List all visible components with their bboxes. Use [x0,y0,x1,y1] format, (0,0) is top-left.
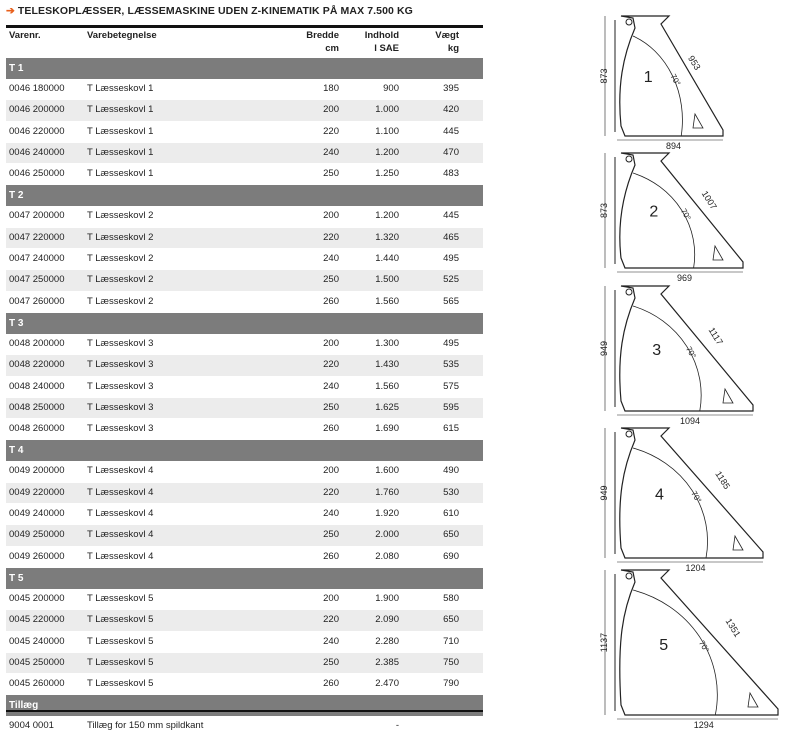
bucket-diagrams [585,8,790,738]
cell-bredde: 250 [323,529,339,541]
cell-bredde: 250 [323,274,339,286]
table-row [6,419,483,440]
angle-value: 70° [697,639,711,654]
cell-varebetegnelse: T Læsseskovl 4 [87,508,154,520]
cell-vaegt: 710 [443,635,459,647]
cell-vaegt: 790 [443,678,459,690]
col-vaegt-unit: kg [447,43,459,54]
cell-vaegt: 395 [443,83,459,94]
cell-vaegt: 483 [443,168,459,180]
cell-indhold: 2.470 [375,678,399,690]
cell-indhold: 1.000 [375,104,399,116]
group-header: T 5 [6,568,483,589]
bucket-number: 2 [649,203,659,221]
cell-indhold: 1.200 [375,210,399,222]
cell-bredde: 250 [323,168,339,180]
cell-vaegt: 615 [443,423,459,435]
height-value: 949 [599,485,609,501]
col-indhold: Indhold [364,30,399,41]
cell-varebetegnelse: T Læsseskovl 1 [87,168,154,180]
width-value: 969 [676,273,693,283]
cell-varenr: 0046 200000 [9,104,65,116]
bucket-number: 1 [643,69,653,86]
col-indhold-unit: l SAE [374,43,399,54]
cell-varenr: 0048 250000 [9,401,65,413]
cell-vaegt: 530 [443,486,459,498]
cell-varebetegnelse: T Læsseskovl 5 [87,678,154,690]
table-row [6,610,483,631]
cell-bredde: 200 [323,337,339,349]
cell-vaegt: 490 [443,465,459,477]
cell-vaegt: 445 [443,210,459,222]
cell-varebetegnelse: T Læsseskovl 2 [87,210,154,222]
cell-indhold: 1.250 [375,168,399,180]
cell-varenr: 0048 220000 [9,359,65,371]
cell-varebetegnelse: T Læsseskovl 3 [87,423,154,435]
cell-varenr: 0047 260000 [9,295,65,307]
cutting-edge [733,536,743,550]
table-row [6,653,483,674]
group-header: T 3 [6,313,483,334]
cell-bredde: 260 [323,295,339,307]
hinge-icon [626,156,632,162]
cell-bredde: 240 [323,635,339,647]
diagonal-value: 1117 [706,325,725,347]
cell-varenr: 0046 250000 [9,168,65,180]
cell-varebetegnelse: T Læsseskovl 2 [87,274,154,286]
cell-indhold: 1.690 [375,423,399,435]
table-bottom-rule [6,710,483,712]
cell-vaegt: 445 [443,125,459,137]
cell-varenr: 0047 250000 [9,274,65,286]
cell-indhold: 2.000 [375,529,399,541]
cell-vaegt: 690 [443,550,459,562]
cell-indhold: 1.920 [375,508,399,520]
cell-varebetegnelse: T Læsseskovl 2 [87,295,154,307]
cell-varenr: 0045 240000 [9,635,65,647]
cell-varebetegnelse: T Læsseskovl 1 [87,83,154,94]
col-vaegt: Vægt [435,30,459,41]
cell-bredde: 200 [323,465,339,477]
cell-indhold: 1.500 [375,274,399,286]
cell-varenr: 9004 0001 [9,720,54,732]
cell-varebetegnelse: T Læsseskovl 3 [87,359,154,371]
cell-varenr: 0049 200000 [9,465,65,477]
cell-indhold: 2.385 [375,656,399,668]
diagonal-value: 1007 [699,189,719,212]
bucket-number: 3 [652,341,662,359]
table-row [6,270,483,291]
cell-bredde: 250 [323,656,339,668]
table-row [6,143,483,164]
hinge-icon [626,431,632,437]
cell-indhold: 1.625 [375,401,399,413]
height-value: 949 [599,340,609,357]
cell-varebetegnelse: T Læsseskovl 4 [87,486,154,498]
group-header: Tillæg [6,695,483,716]
group-header: T 4 [6,440,483,461]
cell-varenr: 0045 260000 [9,678,65,690]
title-text: TELESKOPLÆSSER, LÆSSEMASKINE UDEN Z-KINEMATIK PÅ MAX 7.500 KG [17,5,413,17]
cell-vaegt: 495 [443,337,459,349]
cell-bredde: 220 [323,614,339,626]
cell-varebetegnelse: T Læsseskovl 4 [87,465,154,477]
cell-bredde: 220 [323,231,339,243]
angle-value: 70° [678,207,693,222]
cell-varebetegnelse: T Læsseskovl 4 [87,529,154,541]
cutting-edge [713,246,723,260]
diagonal-value: 1351 [723,616,743,639]
cell-bredde: 220 [323,486,339,498]
cell-varebetegnelse: T Læsseskovl 1 [87,146,154,158]
cell-bredde: 260 [323,678,339,690]
hinge-icon [626,573,632,579]
cell-varebetegnelse: T Læsseskovl 2 [87,253,154,265]
bucket-number: 5 [659,636,669,654]
angle-value: 70° [668,72,683,88]
cell-varenr: 0049 250000 [9,529,65,541]
product-table [6,58,483,738]
table-row [6,674,483,695]
cutting-edge [693,114,703,128]
cell-varebetegnelse: T Læsseskovl 4 [87,550,154,562]
table-row [6,355,483,376]
cell-indhold: 1.560 [375,295,399,307]
cutting-edge [748,693,758,707]
table-row [6,525,483,546]
cell-indhold: 1.300 [375,337,399,349]
cell-bredde: 240 [323,253,339,265]
cell-vaegt: 750 [443,656,459,668]
width-value: 894 [665,141,682,151]
cell-bredde: 180 [323,83,339,94]
hinge-icon [626,289,632,295]
table-row [6,100,483,121]
cell-varenr: 0047 200000 [9,210,65,222]
cell-varenr: 0045 200000 [9,592,65,604]
cell-bredde: 200 [323,210,339,222]
cell-varebetegnelse: T Læsseskovl 3 [87,380,154,392]
col-bredde: Bredde [306,30,339,41]
cell-vaegt: 535 [443,359,459,371]
cell-indhold: 1.100 [375,125,399,137]
cell-bredde: 240 [323,146,339,158]
height-value: 1137 [599,632,609,653]
cell-indhold: 1.320 [375,231,399,243]
table-row [6,206,483,227]
angle-value: 70° [689,489,704,505]
cell-varebetegnelse: T Læsseskovl 3 [87,337,154,349]
cell-vaegt: 595 [443,401,459,413]
cell-varebetegnelse: T Læsseskovl 3 [87,401,154,413]
cell-varenr: 0046 220000 [9,125,65,137]
cell-varebetegnelse: T Læsseskovl 1 [87,104,154,116]
cell-vaegt: 650 [443,529,459,541]
cell-bredde: 260 [323,423,339,435]
cell-vaegt: 650 [443,614,459,626]
table-row [6,249,483,270]
cell-indhold: 1.560 [375,380,399,392]
cell-varenr: 0047 220000 [9,231,65,243]
cell-bredde: 260 [323,550,339,562]
bucket-number: 4 [655,486,664,504]
cell-bredde: 220 [323,125,339,137]
cell-indhold: 1.200 [375,146,399,158]
table-row [6,589,483,610]
cell-bredde: 200 [323,592,339,604]
cell-vaegt: 525 [443,274,459,286]
cell-vaegt: 565 [443,295,459,307]
cell-indhold: 1.900 [375,592,399,604]
cell-bredde: 240 [323,380,339,392]
cell-vaegt: 465 [443,231,459,243]
table-row [6,398,483,419]
cell-bredde: 240 [323,508,339,520]
table-row [6,334,483,355]
table-row [6,228,483,249]
cell-indhold: 900 [383,83,399,94]
cell-varebetegnelse: T Læsseskovl 5 [87,592,154,604]
hinge-icon [626,19,632,25]
cell-varenr: 0046 180000 [9,83,65,94]
cell-varenr: 0045 220000 [9,614,65,626]
table-row [6,483,483,504]
cell-varenr: 0049 240000 [9,508,65,520]
cell-indhold: 2.090 [375,614,399,626]
cell-bredde: 200 [323,104,339,116]
cell-bredde: 220 [323,359,339,371]
arrow-right-icon: ➔ [6,5,15,17]
width-value: 1294 [693,720,714,730]
cell-indhold: 2.280 [375,635,399,647]
cell-indhold: 1.440 [375,253,399,265]
cell-varebetegnelse: T Læsseskovl 5 [87,614,154,626]
col-varenr: Varenr. [9,30,41,41]
cell-varenr: 0047 240000 [9,253,65,265]
cutting-edge [723,389,733,403]
table-row [6,504,483,525]
cell-varebetegnelse: T Læsseskovl 5 [87,635,154,647]
table-row [6,461,483,482]
group-header: T 2 [6,185,483,206]
group-header: T 1 [6,58,483,79]
cell-varenr: 0049 260000 [9,550,65,562]
cell-varenr: 0048 200000 [9,337,65,349]
cell-varenr: 0046 240000 [9,146,65,158]
cell-varebetegnelse: T Læsseskovl 1 [87,125,154,137]
diagonal-value: 953 [686,53,703,72]
cell-vaegt: 580 [443,592,459,604]
cell-varebetegnelse: T Læsseskovl 5 [87,656,154,668]
table-header [6,28,483,58]
cell-vaegt: 575 [443,380,459,392]
table-row [6,164,483,185]
cell-varenr: 0049 220000 [9,486,65,498]
width-value: 1094 [679,416,701,426]
diagonal-value: 1185 [713,469,733,491]
table-row [6,122,483,143]
cell-bredde: 250 [323,401,339,413]
cell-indhold: 1.760 [375,486,399,498]
cell-vaegt: 470 [443,146,459,158]
page-title [6,5,483,28]
table-row [6,292,483,313]
cell-indhold: 2.080 [375,550,399,562]
table-row [6,716,483,737]
cell-vaegt: 495 [443,253,459,265]
cell-indhold: 1.600 [375,465,399,477]
cell-varebetegnelse: T Læsseskovl 2 [87,231,154,243]
cell-varenr: 0048 240000 [9,380,65,392]
table-row [6,547,483,568]
height-value: 873 [599,68,609,84]
width-value: 1204 [685,563,706,573]
table-row [6,632,483,653]
cell-varenr: 0045 250000 [9,656,65,668]
height-value: 873 [599,202,609,219]
cell-indhold: - [395,720,399,732]
col-bredde-unit: cm [325,43,339,54]
col-varebetegnelse: Varebetegnelse [87,30,157,41]
cell-varenr: 0048 260000 [9,423,65,435]
table-row [6,79,483,100]
table-row [6,377,483,398]
angle-value: 70° [684,345,698,360]
cell-vaegt: 610 [443,508,459,520]
cell-vaegt: 420 [443,104,459,116]
cell-varebetegnelse: Tillæg for 150 mm spildkant [87,720,204,732]
cell-indhold: 1.430 [375,359,399,371]
